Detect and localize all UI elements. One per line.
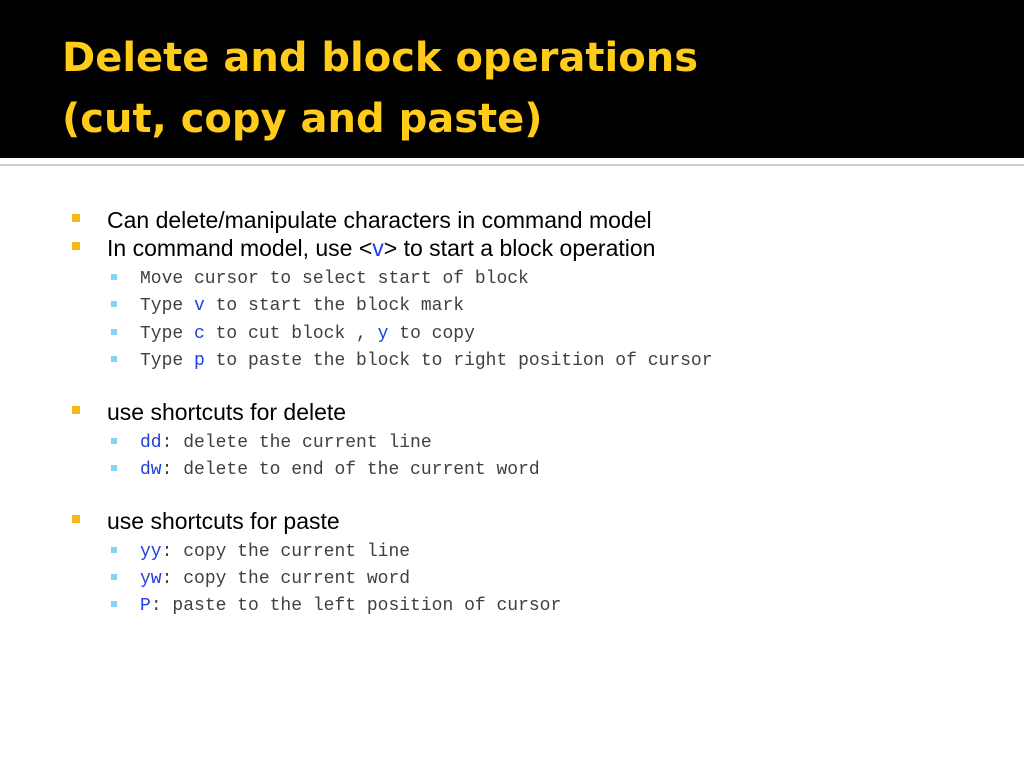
sub-bullet-text: dw: delete to end of the current word [140,460,540,480]
sub-bullet-text: yy: copy the current line [140,542,411,562]
bullet-text: In command model, use <v> to start a block operation [107,235,656,261]
command-key: yy [140,542,162,562]
command-key: p [194,351,205,371]
sub-bullet-text: yw: copy the current word [140,569,411,589]
command-key: dw [140,460,162,480]
square-bullet-icon [111,274,117,280]
command-key: dd [140,433,162,453]
bullet-text: use shortcuts for delete [107,399,347,425]
sub-bullet-text: Move cursor to select start of block [140,269,529,289]
command-key: y [377,324,389,344]
bullet-text: use shortcuts for paste [107,508,340,534]
command-key: v [194,296,205,316]
square-bullet-icon [111,465,117,471]
title-divider [0,164,1024,166]
square-bullet-icon [72,242,80,250]
square-bullet-icon [111,547,117,553]
command-key: P [140,596,151,616]
command-key: yw [140,569,162,589]
slide-title-line-2: (cut, copy and paste) [62,96,543,142]
sub-bullet-text: Type p to paste the block to right position of cursor [140,351,713,371]
command-key: v [372,235,384,261]
slide-title-line-1: Delete and block operations [62,35,698,81]
sub-bullet-text: P: paste to the left position of cursor [140,596,562,616]
sub-bullet-text: Type c to cut block , y to copy [140,324,475,344]
sub-bullet-text: dd: delete the current line [140,433,432,453]
square-bullet-icon [111,438,117,444]
command-key: c [194,324,205,344]
square-bullet-icon [111,601,117,607]
square-bullet-icon [72,214,80,222]
square-bullet-icon [111,574,117,580]
square-bullet-icon [111,301,117,307]
square-bullet-icon [111,356,117,362]
title-bar [0,0,1024,158]
square-bullet-icon [72,515,80,523]
square-bullet-icon [72,406,80,414]
square-bullet-icon [111,329,117,335]
bullet-text: Can delete/manipulate characters in command model [107,207,652,233]
sub-bullet-text: Type v to start the block mark [140,296,465,316]
